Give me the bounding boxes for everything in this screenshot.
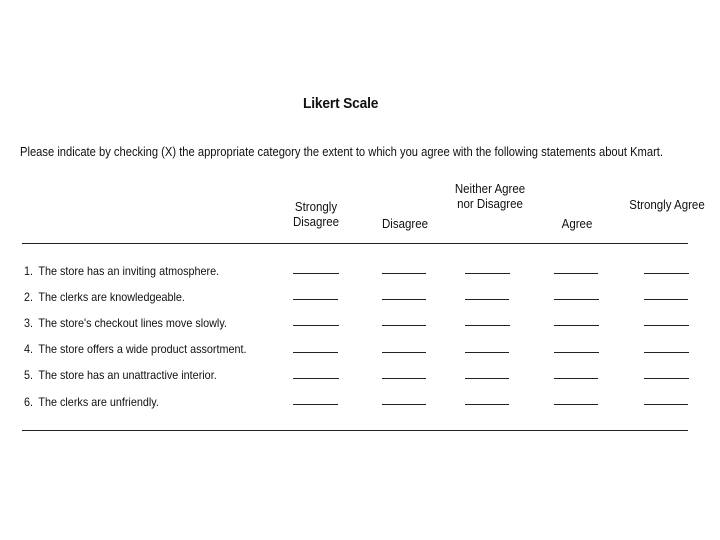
answer-blank[interactable] [382,299,426,300]
answer-blank[interactable] [293,378,339,379]
answer-blank[interactable] [465,404,509,405]
answer-blank[interactable] [554,378,598,379]
statement-text: The store's checkout lines move slowly. [38,316,227,330]
column-header-strongly-disagree: Strongly Disagree [292,200,340,229]
statement-text: The store offers a wide product assortment. [38,342,247,356]
column-header-agree: Agree [561,217,593,231]
answer-blank[interactable] [554,404,598,405]
header-divider [22,243,688,244]
statement-number: 4. [24,342,34,356]
statement-number: 6. [24,395,34,409]
statement-number: 1. [24,264,34,278]
answer-blank[interactable] [293,273,339,274]
statement-5 [24,368,217,382]
statement-text: The store has an unattractive interior. [38,368,217,382]
statement-4 [24,342,247,356]
answer-blank[interactable] [644,378,689,379]
footer-divider [22,430,688,431]
answer-blank[interactable] [382,378,426,379]
statement-number: 3. [24,316,34,330]
answer-blank[interactable] [382,325,426,326]
answer-blank[interactable] [644,273,689,274]
answer-blank[interactable] [465,299,509,300]
statement-text: The clerks are knowledgeable. [38,290,185,304]
column-header-neither: Neither Agree nor Disagree [454,182,526,211]
statement-6 [24,395,159,409]
answer-blank[interactable] [465,378,509,379]
answer-blank[interactable] [293,352,338,353]
answer-blank[interactable] [644,352,689,353]
statement-3 [24,316,227,330]
statement-1 [24,264,219,278]
answer-blank[interactable] [554,273,598,274]
answer-blank[interactable] [293,299,338,300]
statement-text: The store has an inviting atmosphere. [38,264,220,278]
answer-blank[interactable] [293,404,338,405]
answer-blank[interactable] [293,325,339,326]
statement-text: The clerks are unfriendly. [38,395,159,409]
answer-blank[interactable] [554,352,599,353]
answer-blank[interactable] [382,404,426,405]
page-title: Likert Scale [303,95,379,112]
answer-blank[interactable] [382,352,426,353]
statement-number: 5. [24,368,34,382]
column-header-strongly-agree: Strongly Agree [629,198,705,212]
answer-blank[interactable] [554,299,599,300]
answer-blank[interactable] [644,404,688,405]
answer-blank[interactable] [554,325,599,326]
statement-number: 2. [24,290,34,304]
instructions-text: Please indicate by checking (X) the appropriate category the extent to which you agree with the following statements about Kmart. [20,145,664,159]
answer-blank[interactable] [382,273,426,274]
answer-blank[interactable] [644,299,688,300]
answer-blank[interactable] [465,325,510,326]
answer-blank[interactable] [465,352,509,353]
column-header-disagree: Disagree [381,217,429,231]
answer-blank[interactable] [644,325,689,326]
statement-2 [24,290,185,304]
answer-blank[interactable] [465,273,510,274]
